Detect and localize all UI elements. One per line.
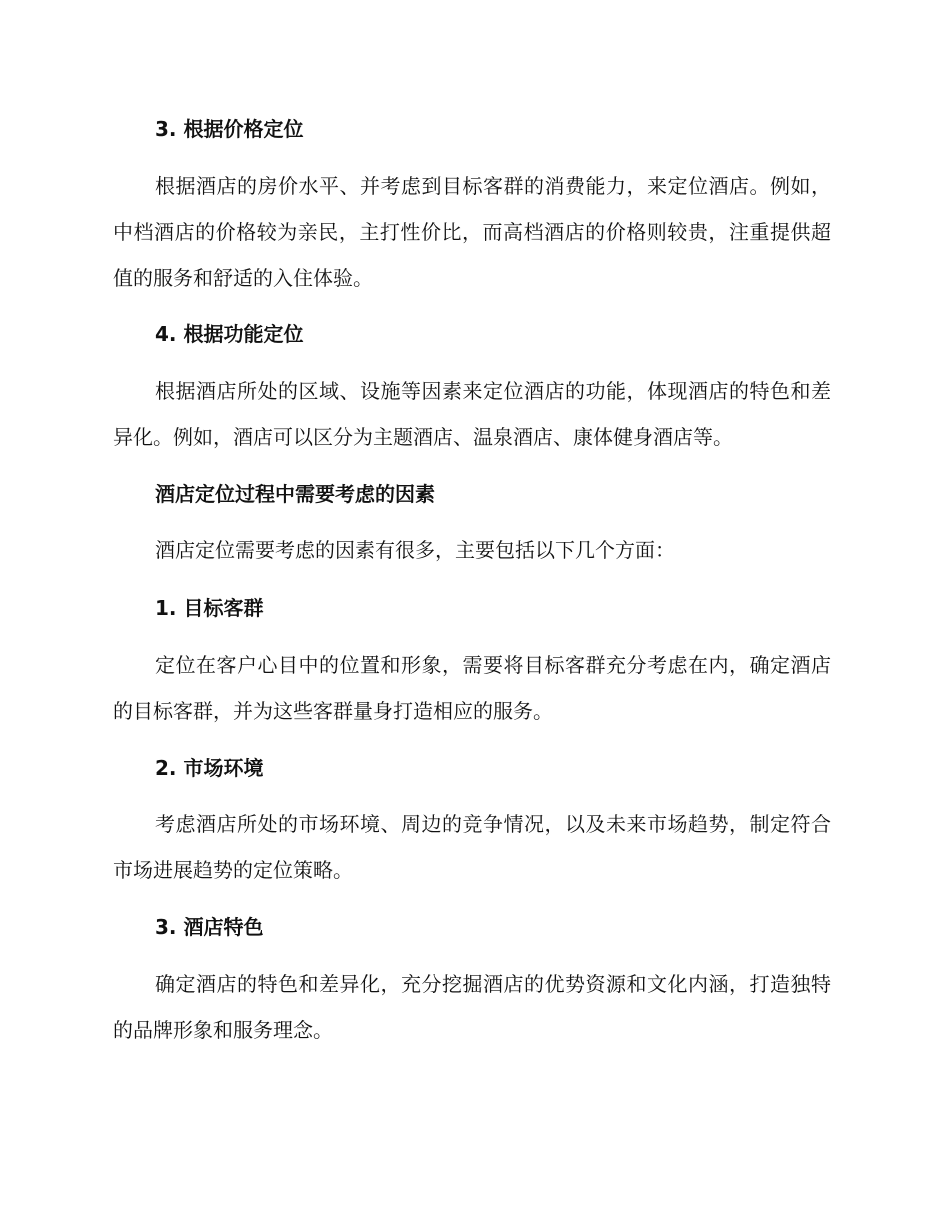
paragraph-market-environment: 考虑酒店所处的市场环境、周边的竞争情况，以及未来市场趋势，制定符合市场进展趋势的定位策略。 (113, 812, 831, 882)
paragraph-price-positioning: 根据酒店的房价水平、并考虑到目标客群的消费能力，来定位酒店。例如，中档酒店的价格较为亲民，主打性价比，而高档酒店的价格则较贵，注重提供超值的服务和舒适的入住体验。 (113, 174, 831, 290)
section-heading-target-customers: 1. 目标客群 (155, 596, 264, 620)
section-heading-positioning-factors: 酒店定位过程中需要考虑的因素 (155, 482, 435, 506)
section-heading-price-positioning: 3. 根据价格定位 (155, 117, 304, 141)
paragraph-hotel-features: 确定酒店的特色和差异化，充分挖掘酒店的优势资源和文化内涵，打造独特的品牌形象和服务理念。 (113, 972, 831, 1042)
paragraph-target-customers: 定位在客户心目中的位置和形象，需要将目标客群充分考虑在内，确定酒店的目标客群，并为这些客群量身打造相应的服务。 (113, 653, 831, 723)
paragraph-function-positioning: 根据酒店所处的区域、设施等因素来定位酒店的功能，体现酒店的特色和差异化。例如，酒店可以区分为主题酒店、温泉酒店、康体健身酒店等。 (113, 379, 831, 449)
section-heading-market-environment: 2. 市场环境 (155, 756, 264, 780)
paragraph-positioning-factors-intro: 酒店定位需要考虑的因素有很多，主要包括以下几个方面： (155, 538, 675, 562)
section-heading-hotel-features: 3. 酒店特色 (155, 915, 264, 939)
section-heading-function-positioning: 4. 根据功能定位 (155, 322, 304, 346)
